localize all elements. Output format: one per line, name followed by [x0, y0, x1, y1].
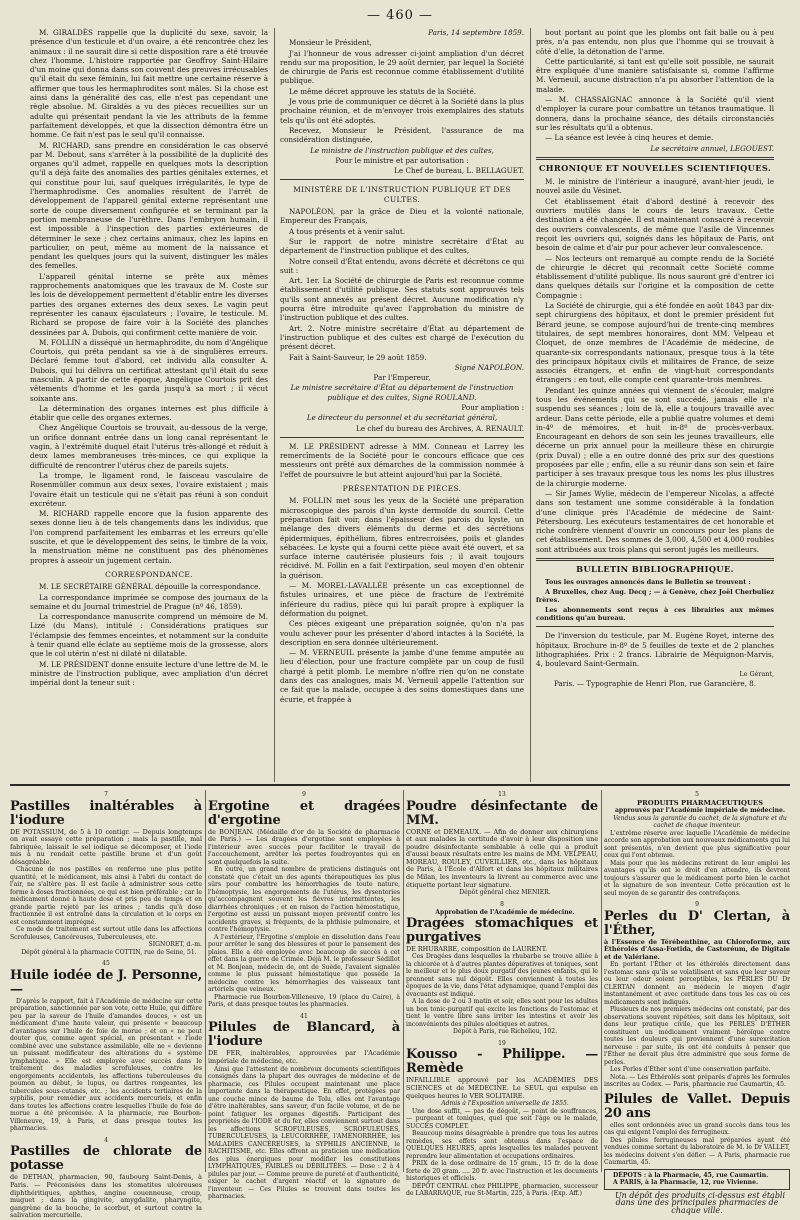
paragraph: Ces pièces exigeant une préparation soignée, qu'on n'a pas voulu achever pour les présenter d'abord intactes à la Société, la description en sera donnée ultérieurement. [280, 619, 524, 647]
ad-text: En outre, un grand nombre de praticiens distingués ont constaté que c'était un des agents thérapeutiques les plus sûrs pour combattre les hémorrhagies de toute nature, l'hémoptysie, les engorgements de l'utérus, les dysenteries qu'accompagnent souvent les fièvres intermittentes, les diarrhées chroniques ; et en raison de l'action hémostatique, l'ergotine est aussi un puissant moyen préventif contre les accidents graves, si fréquents, de la phthisie pulmonaire, et contre l'hémoptysie. [208, 866, 400, 934]
section-heading-bulletin: BULLETIN BIBLIOGRAPHIQUE. [576, 564, 734, 575]
paragraph: Sur le rapport de notre ministre secrétaire d'État au département de l'instruction publique et des cultes, [280, 236, 524, 256]
ad-text: Une dose suffit, — pas de dégoût, — point de souffrances, — purgeant et toniques, quel que soit l'âge ou le malade, SUCCÈS COMPLET. [406, 1107, 598, 1130]
ad-perles-clertan [604, 901, 790, 1089]
paragraph: M. GIRALDÈS rappelle que la duplicité du sexe, savoir, la présence d'un testicule et d'un ovaire, a été rencontrée chez les animaux : il ne saurait dire si cette disposition rare a été trouvée chez l'homme. L'histoire rapportée par Geoffroy Saint-Hilaire d'un moine qui donna dans son couvent des preuves irrécusables qu'il était du sexe féminin, lui fait mettre une certaine réserve à affirmer que tous les hermaphrodites sont mâles. Si la chose est ainsi dans la généralité des cas, elle n'est pas cependant une règle absolue. M. Giraldès a vu des pièces recueillies sur un adulte qui présentait pendant la vie les attributs de la femme parfaitement développés, et que la dissection démontra être un homme. Ce fait n'est pas le seul qu'il connaisse. [30, 28, 268, 140]
paragraph: J'ai l'honneur de vous adresser ci-joint ampliation d'un décret rendu sur ma proposition, le 29 août dernier, par lequel la Société de chirurgie de Paris est reconnue comme établissement d'utilité publique. [280, 48, 524, 86]
ad-signature: SIGNORET, d.-m. [148, 941, 202, 949]
paragraph: — M. CHASSAIGNAC annonce à la Société qu'il vient d'employer la curare pour combattre un tétanos traumatique. Il donnera, dans la prochaine séance, des détails circonstanciés sur les résultats qu'il a obtenus. [536, 95, 774, 132]
ad-subtitle: CORNE et DEMEAUX. — Afin de donner aux chirurgiens et aux malades la certitude d'avoir à leur disposition une poudre désinfectante semblable à celle qui a produit d'aussi beaux résultats entre les mains de MM. VELPEAU, MOREAU, ROULEY, CUVEILLIER, etc., dans les hôpitaux de Paris, à l'École d'Alfort et dans les hôpitaux militaires de Milan, les inventeurs la livrent au commerce avec une étiquette portant leur signature. [406, 827, 598, 889]
paragraph: Les abonnements sont reçus à ces librairies aux mêmes conditions qu'au bureau. [536, 605, 774, 622]
ad-column-divider [403, 790, 404, 1172]
divider [536, 558, 774, 561]
ad-subtitle: INFAILLIBLE approuvé par les ACADÉMIES DES SCIENCES et de MÉDECINE. Le SEUL qui expulse en quelques heures le VER SOLITAIRE. [406, 1076, 598, 1100]
ad-poudre-desinfectante [406, 791, 598, 897]
ad-dragees-rhubarbe [406, 901, 598, 1036]
paragraph: Recevez, Monsieur le Président, l'assurance de ma considération distinguée, [280, 125, 524, 145]
ad-text: elles sont ordonnées avec un grand succès dans tous les cas qui exigent l'emploi des ferrugineux. [604, 1121, 790, 1137]
ad-text: Ce mode de traitement est surtout utile dans les affections Scrofuleuses, Cancéreuses, Tuberculeuses, etc. [10, 926, 202, 941]
ad-title: Perles du D' Clertan, à l'Éther, [604, 908, 790, 938]
paragraph: Art. 1er. La Société de chirurgie de Paris est reconnue comme établissement d'utilité publique. Ses statuts sont approuvés tels qu'ils sont annexés au présent décret. Aucune modification n'y pourra être introduite qu'avec l'approbation du ministre de l'instruction publique et des cultes. [280, 276, 524, 323]
ad-depot: Dépôt général chez MENIER. [459, 889, 551, 897]
ad-depot: DÉPÔT CENTRAL chez PHILIPPE, pharmacien, successeur de LABARRAQUE, rue St-Martin, 225, à Paris. (Exp. Aff.) [406, 1182, 598, 1198]
ad-number: 8 [500, 900, 504, 908]
divider [280, 437, 524, 438]
advertisement-separator [10, 784, 790, 786]
letter-signoff: Pour le ministre et par autorisation : [335, 155, 469, 165]
ad-kousso-philippe [406, 1040, 598, 1198]
ad-pilules-vallet [604, 1093, 790, 1215]
column-divider [274, 28, 275, 782]
advertisements-area [10, 790, 790, 1220]
paragraph: Cette particularité, si tant est qu'elle soit possible, ne saurait être expliquée d'une manière satisfaisante si, comme l'affirme M. Verneuil, aucune distraction n'a pu absorber l'attention de la malade. [536, 56, 774, 94]
ad-number: 19 [498, 1039, 506, 1047]
ad-subtitle: Vendus sous la garantie du cachet, de la signature et du cachet de chaque inventeur. [613, 814, 787, 829]
decree-signoff: Le ministre secrétaire d'État au département de l'instruction publique et des cultes, Signé ROULAND. [290, 383, 514, 402]
decree-signoff: Le directeur du personnel et du secrétariat général, [306, 413, 498, 423]
section-heading-ministry: MINISTÈRE DE L'INSTRUCTION PUBLIQUE ET DES CULTES. [293, 185, 511, 204]
secretary-signature: Le secrétaire annuel, LEGOUEST. [650, 143, 774, 153]
paragraph: M. le ministre de l'intérieur a inauguré, avant-hier jeudi, le nouvel asile du Vésinet. [536, 177, 774, 196]
ad-approbation: Approbation de l'Académie de médecine. [435, 909, 575, 917]
ad-text: Plusieurs de nos premiers médecins ont constaté, par des observations souvent répétées, soit dans les hôpitaux, soit dans leur pratique civile, que les PERLES D'ÉTHER constituent un médicament vraiment héroïque contre toutes les douleurs qui proviennent d'une surexcitation nerveuse : par suite, ils ont été conduits à penser que l'Éther ne devait plus être administré que sous forme de perles. [604, 1006, 790, 1066]
paragraph: M. LE PRÉSIDENT adresse à MM. Conneau et Larrey les remercîments de la Société pour le concours efficace que ces messieurs ont prêté aux démarches de la commission nommée à l'effet de poursuivre le but atteint aujourd'hui par la Société. [280, 441, 524, 479]
paragraph: A Bruxelles, chez Aug. Decq ; — à Genève, chez Joël Cherbuliez frères. [536, 587, 774, 605]
section-heading-pieces: PRÉSENTATION DE PIÈCES. [342, 484, 462, 494]
paragraph: M. LE PRÉSIDENT donne ensuite lecture d'une lettre de M. le ministre de l'instruction publique, avec ampliation d'un décret impérial dont la teneur suit : [30, 659, 268, 688]
ad-title: Huile iodée de J. Personne, — [10, 967, 202, 997]
column-1 [30, 28, 268, 782]
ad-text: Des pilules ferrugineuses mal préparées ayant été vendues comme sortant du laboratoire de M. le Dr VALLET, les médecins doivent s'en défier. — A Paris, pharmacie rue Caumartin, 45. [604, 1136, 790, 1167]
ad-subtitle: à l'Essence de Térébenthine, au Chloroforme, aux Éthérolés d'Assa-Fœtida, de Castoréum, de Digitale et de Valériane. [604, 937, 790, 961]
section-heading-correspondance: CORRESPONDANCE. [105, 569, 193, 579]
ad-number: 13 [498, 791, 506, 798]
ad-number: 4 [104, 1136, 108, 1144]
ad-text: En portant l'Éther et les éthérolés directement dans l'estomac sans qu'ils se volatilisent et sans que leur saveur ou leur odeur soient perceptibles, les PERLES DU Dr CLERTAN donnent au médecin le moyen d'agir instantanément et avec certitude dans tous les cas où ces médicaments sont indiqués. [604, 961, 790, 1006]
ad-text: Mais pour que les médecins retirent de leur emploi les avantages qu'ils ont le droit d'en attendre, ils devront toujours s'assurer que le médicament porte bien le cachet et la signature de son inventeur. Cette précaution est le seul moyen de se garantir des contrefaçons. [604, 859, 790, 897]
paragraph: Cet établissement était d'abord destiné à recevoir des ouvriers mutilés dans le cours de leurs travaux. Cette destination a été changée. Il est maintenant consacré à recevoir des ouvriers convalescents, de même que l'asile de Vincennes reçoit les ouvriers qui, soignés dans les hôpitaux de Paris, ont besoin de calme et d'air pur pour achever leur convalescence. [536, 196, 774, 253]
ad-column-4 [604, 790, 790, 1215]
ad-depot: DÉPOTS : à la Pharmacie, 45, rue Caumartin. [613, 1171, 769, 1179]
paragraph: La trompe, le ligament rond, le faisceau vasculaire de Rosenmüller commun aux deux sexes, l'ovaire existaient ; mais l'ovaire était un testicule qui ne s'était pas réuni à son conduit excréteur. [30, 470, 268, 508]
ad-text: L'extrême réserve avec laquelle l'Académie de médecine accorde son approbation aux nouveaux médicaments qui lui sont présentés, n'en devient que plus significative pour ceux qui l'ont obtenue. [604, 829, 790, 859]
ad-number: 7 [104, 791, 108, 798]
paragraph: L'appareil génital interne se prête aux mêmes rapprochements anatomiques que les travaux de M. Coste sur les lois de développement permettent d'établir entre les diverses parties des organes externes des deux sexes. Le vagin peut représenter les canaux éjaculateurs ; l'ovaire, le testicule. M. Richard se propose de faire voir à la Société des planches dessinées par A. Dubois, qui confirment cette manière de voir. [30, 271, 268, 337]
ad-column-divider [205, 790, 206, 1172]
ad-title: Pastilles inaltérables à l'iodure [10, 798, 202, 828]
ad-text: A la dose de 2 ou 3 matin et soir, elles sont pour les adultes un bon tonic-purgatif qui excite les fonctions de l'estomac et tient le ventre libre sans irriter les intestins et avoir les inconvénients des pilules aloétiques et autres. [406, 998, 598, 1028]
column-2 [280, 28, 524, 782]
paragraph: Pendant les quinze années qui viennent de s'écouler, malgré tous les événements qui se sont succédé, jamais elle n'a suspendu ses séances ; loin de là, elle a toujours travaillé avec ardeur. Dans cette période, elle a publié quatre volumes et demi in-4º de mémoires, et huit in-8º de procès-verbaux. Encourageant en dehors de son sein les jeunes travailleurs, elle décerne un prix annuel pour la meilleure thèse en chirurgie (prix Duval) ; elle a en outre donné des prix sur des questions proposées par elle ; enfin, elle a su réunir dans son sein et faire participer à ses travaux presque tous les noms les plus illustres de la chirurgie moderne. [536, 385, 774, 488]
paragraph: — La séance est levée à cinq heures et demie. [545, 133, 714, 143]
ad-number: 9 [302, 791, 306, 798]
ad-text: A l'extérieur, l'Ergotine s'emploie en dissolution dans l'eau pour arrêter le sang des blessures et pour le pansement des plaies. Elle a été employée avec beaucoup de succès à cet effet dans la guerre de Crimée. Déjà M. le professeur Sédillot et M. Bonjean, médecin de, ont de Suède, l'avaient signalée comme le plus puissant hémostatique que possède la médecine contre les hémorrhagies des vaisseaux tant artériels que veineux. [208, 933, 400, 994]
divider [536, 626, 774, 627]
paragraph: Je vous prie de communiquer ce décret à la Société dans la plus prochaine réunion, et de m'envoyer trois exemplaires des statuts tels qu'ils ont été adoptés. [280, 97, 524, 125]
paragraph: M. FOLLIN a disséqué un hermaphrodite, du nom d'Angélique Courtois, qui préta pendant sa vie à de singulières erreurs. Déclaré femme tout d'abord, cet individu alla consulter A. Dubois, qui lui délivra un certificat attestant qu'il était du sexe masculin. A partir de cette époque, Angélique Courtois prit des vêtements d'homme et les garda jusqu'à sa mort ; il vécut soixante ans. [30, 337, 268, 403]
ad-subtitle: DE RHUBARBE, composition de LAURENT. [406, 944, 548, 953]
ad-text: D'après le rapport, fait à l'Académie de médecine sur cette préparation, sanctionnée par son vote, cette Huile, qui diffère peu par la saveur de l'huile d'amandes douces, « est un médicament d'une haute valeur, qui présente « beaucoup d'avantages sur l'huile de foie de morue ; et on « ne peut douter que, comme agent spécial, en présentant « l'iode combiné avec une substance assimilable, elle ne « devienne un puissant modificateur des altérations du « système lymphatique. » Elle est employée avec succès dans le traitement des maladies scrofuleuses, contre les engorgements accidentels, les affections tuberculeuses du poumon au début, le lupus, ou dartres rongeantes, les tubercules sous-cutanés, etc. ; les accidents tertiaires de la syphilis, pour remédier aux accidents mercuriels, et enfin dans toutes les affections contre lesquelles l'huile de foie de morue a été préconisée. A la pharmacie, rue Bourbon-Villeneuve, 19, à Paris, et dans presque toutes les pharmacies. [10, 997, 202, 1133]
ad-pastilles-iodure [10, 791, 202, 956]
article-area [30, 28, 774, 782]
paragraph: La détermination des organes internes est plus difficile à établir que celle des organes externes. [30, 403, 268, 423]
divider [536, 157, 774, 160]
ad-title: Pilules de Blancard, à l'iodure [208, 1020, 400, 1050]
ad-title: Kousso - Philippe. — Remède [406, 1047, 598, 1077]
ad-depot: A PARIS, à la Pharmacie, 12, rue Vivienne. [613, 1179, 759, 1187]
paragraph: NAPOLÉON, par la grâce de Dieu et la volonté nationale, Empereur des Français, [280, 207, 524, 226]
column-3 [536, 28, 774, 782]
paragraph: — M. MOREL-LAVALLÉE présente un cas exceptionnel de fistules urinaires, et une pièce de fracture de l'extrémité inférieure du radius, pièce qui lui paraît propre à expliquer la déformation du poignet. [280, 581, 524, 618]
column-divider [530, 28, 531, 782]
paragraph: — Sir James Wylie, médecin de l'empereur Nicolas, a affecté dans son testament une somme considérable à la fondation d'une clinique près l'Académie de médecine de Saint-Pétersbourg. Les exécuteurs testamentaires de cet honorable et riche confrère viennent d'ouvrir un concours pour les plans de cet établissement. Des sommes de 3,000, 4,500 et 4,000 roubles sont attribuées aux trois plans qui seront jugés les meilleurs. [536, 488, 774, 554]
page-number: — 460 — [366, 8, 434, 23]
ad-ergotine [208, 791, 400, 1009]
ad-number: 45 [102, 960, 110, 968]
ad-title: Pilules de Vallet. Depuis 20 ans [604, 1091, 790, 1121]
ad-title: Pastilles de chlorate de potasse [10, 1144, 202, 1174]
ad-title: Poudre désinfectante de MM. [406, 798, 598, 828]
paragraph: Art. 2. Notre ministre secrétaire d'État au département de l'instruction publique et des cultes est chargé de l'exécution du présent décret. [280, 323, 524, 352]
paragraph: La correspondance manuscrite comprend un mémoire de M. Lizé (du Mans), intitulé : Considérations pratiques sur l'éclampsie des femmes enceintes, et notamment sur la conduite à tenir quand elle éclate au septième mois de la grossesse, alors que le col utérin n'est ni dilaté ni dilatable. [30, 612, 268, 659]
paragraph: Chez Angélique Courtois se trouvait, au-dessous de la verge, un orifice donnant entrée dans un long canal représentant le vagin, à l'extrémité duquel était l'utérus très-allongé et réduit à deux lames membraneuses très-minces, ce qui explique la difficulté de rencontrer l'utérus chez de pareils sujets. [30, 423, 268, 470]
paragraph: Le même décret approuve les statuts de la Société. [289, 86, 476, 96]
decree-signoff: Le chef du bureau des Archives, A. RENAULT. [356, 423, 524, 433]
paragraph: bout portant au point que les plombs ont fait balle ou à peu près, n'a pas entendu, non plus que l'homme qui se trouvait à côté d'elle, la détonation de l'arme. [536, 28, 774, 56]
ad-text: Beaucoup moins désagréable à prendre que tous les autres remèdes, ses effets sont obtenus dans l'espace de QUELQUES HEURES, après lesquelles les malades peuvent reprendre leur alimentation et occupations ordinaires. [406, 1130, 598, 1160]
ad-subtitle: approuvés par l'Académie impériale de médecine. [614, 807, 786, 814]
section-heading-chronique: CHRONIQUE ET NOUVELLES SCIENTIFIQUES. [538, 162, 772, 173]
ad-column-2 [208, 790, 400, 1201]
ad-text: Ainsi que l'attestent de nombreux documents scientifiques consignés dans la plupart des ouvrages de médecine et de pharmacie, ces Pilules occupent maintenant une place importante dans la thérapeutique. En effet, protégées par une couche mince de baume de Tolu, elles ont l'avantage d'être inaltérables, sans saveur, d'un facile volume, et de ne point fatiguer les organes digestifs. Participant des propriétés de l'IODE et du fer, elles conviennent surtout dans les affections SCROFULEUSES, SCROFULEUSES, TUBERCULEUSES, la LEUCORRHÉE, l'AMÉNORRHÉE, les MALADIES CANCÉREUSES, la SYPHILIS ANCIENNE, le RACHITISME, etc. Elles offrent au praticien une médication des plus énergiques pour modifier les constitutions LYMPHATIQUES, FAIBLES ou DÉBILITÉES. — Dose : 2 à 4 pilules par jour. — Comme preuve de pureté et d'authenticité, exiger le cachet d'argent réactif et la signature de l'inventeur. — Ces Pilules se trouvent dans toutes les pharmacies. [208, 1065, 400, 1201]
decree-signoff: Pour ampliation : [461, 402, 524, 412]
ad-depot-note: Un dépôt des produits ci-dessus est établi dans une des principales pharmacies de chaque ville. [614, 1190, 786, 1215]
letter-signoff: Le ministre de l'instruction publique et des cultes, [310, 145, 494, 155]
ad-title: Dragées stomachiques et purgatives [406, 915, 598, 945]
paragraph: La Société de chirurgie, qui a été fondée en août 1843 par dix-sept chirurgiens des hôpitaux, et dont le premier président fut Bérard jeune, se compose aujourd'hui de trente-cinq membres titulaires, de sept membres honoraires, dont MM. Velpeau et Cloquet, de onze membres de l'Académie de médecine, de quarante-six correspondants nationaux, presque tous à la tête des principaux hôpitaux civils et militaires de France, de seize associés étrangers, et enfin de vingt-huit correspondants étrangers : en tout, elle compte cent quarante-trois membres. [536, 301, 775, 385]
gerant-label: Le Gérant, [739, 669, 774, 678]
ad-text: Ces Dragées dans lesquelles la rhubarbe se trouve alliée à la chicorée et à d'autres plantes dépuratives et toniques, sont le meilleur et le plus doux purgatif des jeunes enfants, qui le prennent sans nul dégoût. Elles conviennent à toutes les époques de la vie, dans l'état adynamique, quand l'emploi des évacuants est indiqué. [406, 953, 598, 998]
ad-produits-pharmaceutiques [604, 791, 790, 897]
paragraph: Tous les ouvrages annoncés dans le Bulletin se trouvent : [545, 578, 751, 587]
paragraph: A tous présents et à venir salut. [289, 226, 406, 236]
paragraph: — M. VERNEUIL présente la jambe d'une femme amputée au lieu d'élection, pour une fracture complète par un coup de fusil chargé à petit plomb. Le membre n'offre rien qu'on ne constate dans des cas analogues, mais M. Verneuil appelle l'attention sur ce fait que la malade, occupée à des soins domestiques dans une écurie, et frappée à [280, 648, 524, 704]
ad-heading: PRODUITS PHARMACEUTIQUES [637, 798, 763, 807]
ad-depot: Dépôt à Paris, rue Richelieu, 102. [452, 1028, 558, 1036]
ad-huile-iodee [10, 960, 202, 1133]
divider [280, 179, 524, 180]
decree-signoff: Par l'Empereur, [373, 373, 431, 383]
ad-column-1 [10, 790, 202, 1220]
ad-depots-box [604, 1169, 790, 1190]
bibliography-entry: De l'inversion du testicule, par M. Eugène Royet, interne des hôpitaux. Brochure in-8º de 5 feuilles de texte et de 2 planches lithographiées. Prix : 2 francs. Librairie de Méquignon-Marvis, 4, boulevard Saint-Germain. [536, 631, 774, 669]
ad-pilules-blancard [208, 1013, 400, 1201]
ad-number: 41 [300, 1012, 308, 1020]
ad-title: Ergotine et dragées d'ergotine [208, 798, 400, 828]
ad-subtitle: de DETHAN, pharmacien, 90, faubourg Saint-Denis, à Paris. — Préconisées dans les stomatites ulcéreuses diphthéritiques, aphthes, angine couenneuse, croup, muguet ; dans la gingivite, amygdalite, pharyngite, gangrène de la bouche, le scorbut, et surtout contre la salivation mercurielle. [10, 1173, 202, 1220]
paragraph: — Nos lecteurs ont remarqué au compte rendu de la Société de chirurgie le décret qui reconnaît cette Société comme établissement d'utilité publique. Ils nous sauront gré d'entrer ici dans quelques détails sur l'origine et la composition de cette Compagnie : [536, 253, 774, 300]
letter-signature: Le Chef de bureau, L. BELLAGUET. [394, 166, 524, 176]
ad-exposition: Admis à l'Exposition universelle de 1855. [441, 1100, 569, 1108]
decree-signature: Signé NAPOLÉON. [454, 362, 524, 372]
ad-subtitle: DE FER, inaltérables, approuvées par l'Académie impériale de médecine, etc. [208, 1049, 400, 1066]
ad-depot: Dépôt général à la pharmacie COTTIN, rue de Seine, 51. [21, 948, 197, 956]
paragraph: M. RICHARD, sans prendre en considération le cas observé par M. Debout, sans s'arrêter à la possibilité de la duplicité des organes qu'il admet, rappelle en quelques mots la description qu'il a déjà faite des anomalies des parties génitales externes, et qui constitue pour lui, sauf quelques irrégularités, le type de l'hermaphrodisme. Ces anomalies résultent de l'arrêt de développement de l'appareil génital externe représentant une sorte de coupe diversement configurée et se terminant par la portion membraneuse de l'urèthre. Dans l'embryon humain, il est impossible à l'inspection des parties extérieures de déterminer le sexe ; chez certains animaux, chez les lapins en particulier, on peut, même au moment de la naissance et pendant les quelques jours qui la suivent, distinguer les mâles des femelles. [30, 140, 268, 271]
paragraph: M. FOLLIN met sous les yeux de la Société une préparation microscopique des parois d'un kyste dermoïde du sourcil. Cette préparation fait voir, dans l'épaisseur des parois du kyste, un mélange des divers éléments du derme et des sécrétions épidermiques, épithélium, fibres entrecroisées, poils et glandes sébacées. Le kyste qui a fourni cette pièce avait été ouvert, et sa surface interne cautérisée plusieurs fois ; il avait toujours récidivé. M. Follin en a fait l'extirpation, seul moyen d'en obtenir la guérison. [280, 496, 524, 580]
ad-text: Les Perles d'Éther sont d'une conservation parfaite. [610, 1066, 771, 1074]
paragraph: M. RICHARD rappelle encore que la fusion apparente des sexes donne lieu à de tels changements dans les individus, que l'on comprend parfaitement les embarras et les erreurs qu'elle suscite, et que le développement des seins, le timbre de la voix, la menstruation même ne constituent pas des phénomènes propres à asseoir un jugement certain. [30, 509, 268, 565]
ad-number: 9 [695, 901, 699, 908]
paragraph: Notre conseil d'État entendu, avons décrété et décrétons ce qui suit : [280, 256, 524, 275]
ad-text: PRIX de la dose ordinaire de 15 gram., 15 fr. de la dose forte de 20 gram. .... 20 fr. avec l'instruction et les documents historiques et officiels. [406, 1160, 598, 1183]
ad-text: Chacune de nos pastilles en renferme une plus petite quantité, et le médicament, mis ainsi à l'abri du contact de l'air, ne s'altère pas. Il est facile à administrer sous cette forme à doses fractionnées, ce qui est bien préférable ; car le médicament donné à haute dose et pris peu de temps et en grande partie rejeté par les urines ; tandis qu'à dose fractionnée il est entraîné dans la circulation et le corps en est constamment imprégné. [10, 866, 202, 926]
ad-column-3 [406, 790, 598, 1198]
ad-text: Pharmacie rue Bourbon-Villeneuve, 19 (place du Caire), à Paris, et dans presque toutes les pharmacies. [208, 993, 400, 1009]
ad-subtitle: DE POTASSIUM, de 5 à 10 centigr. — Depuis longtemps on avait essayé cette préparation ; mais la pastille, mal fabriquée, laissait le sel iodique se décomposer, et l'iode mis à nu rendait cette pastille brune et d'un goût désagréable. [10, 827, 202, 866]
ad-subtitle: de BONJEAN. (Médaille d'or de la Société de pharmacie de Paris.) — Les dragées d'ergotine sont employées à l'intérieur avec succès pour faciliter le travail de l'accouchement, arrêter les pertes foudroyantes qui en sont quelquefois la suite. [208, 827, 400, 866]
paragraph: Fait à Saint-Sauveur, le 29 août 1859. [289, 352, 427, 362]
ad-chlorate-potasse [10, 1137, 202, 1220]
ad-text: Nota. — Les Éthérolés sont préparés d'après les formules inscrites au Codex. — Paris, pharmacie rue Caumartin, 45. [604, 1073, 790, 1089]
ad-number: 5 [695, 791, 699, 798]
letter-dateline: Paris, 14 septembre 1859. [428, 28, 524, 37]
printer-line: Paris. — Typographie de Henri Plon, rue Garancière, 8. [553, 678, 757, 688]
letter-salutation: Monsieur le Président, [289, 38, 372, 48]
paragraph: M. LE SECRÉTAIRE GÉNÉRAL dépouille la correspondance. [39, 582, 261, 592]
paragraph: La correspondance imprimée se compose des journaux de la semaine et du Journal trimestriel de Prague (nº 46, 1859). [30, 592, 268, 611]
ad-column-divider [601, 790, 602, 1172]
